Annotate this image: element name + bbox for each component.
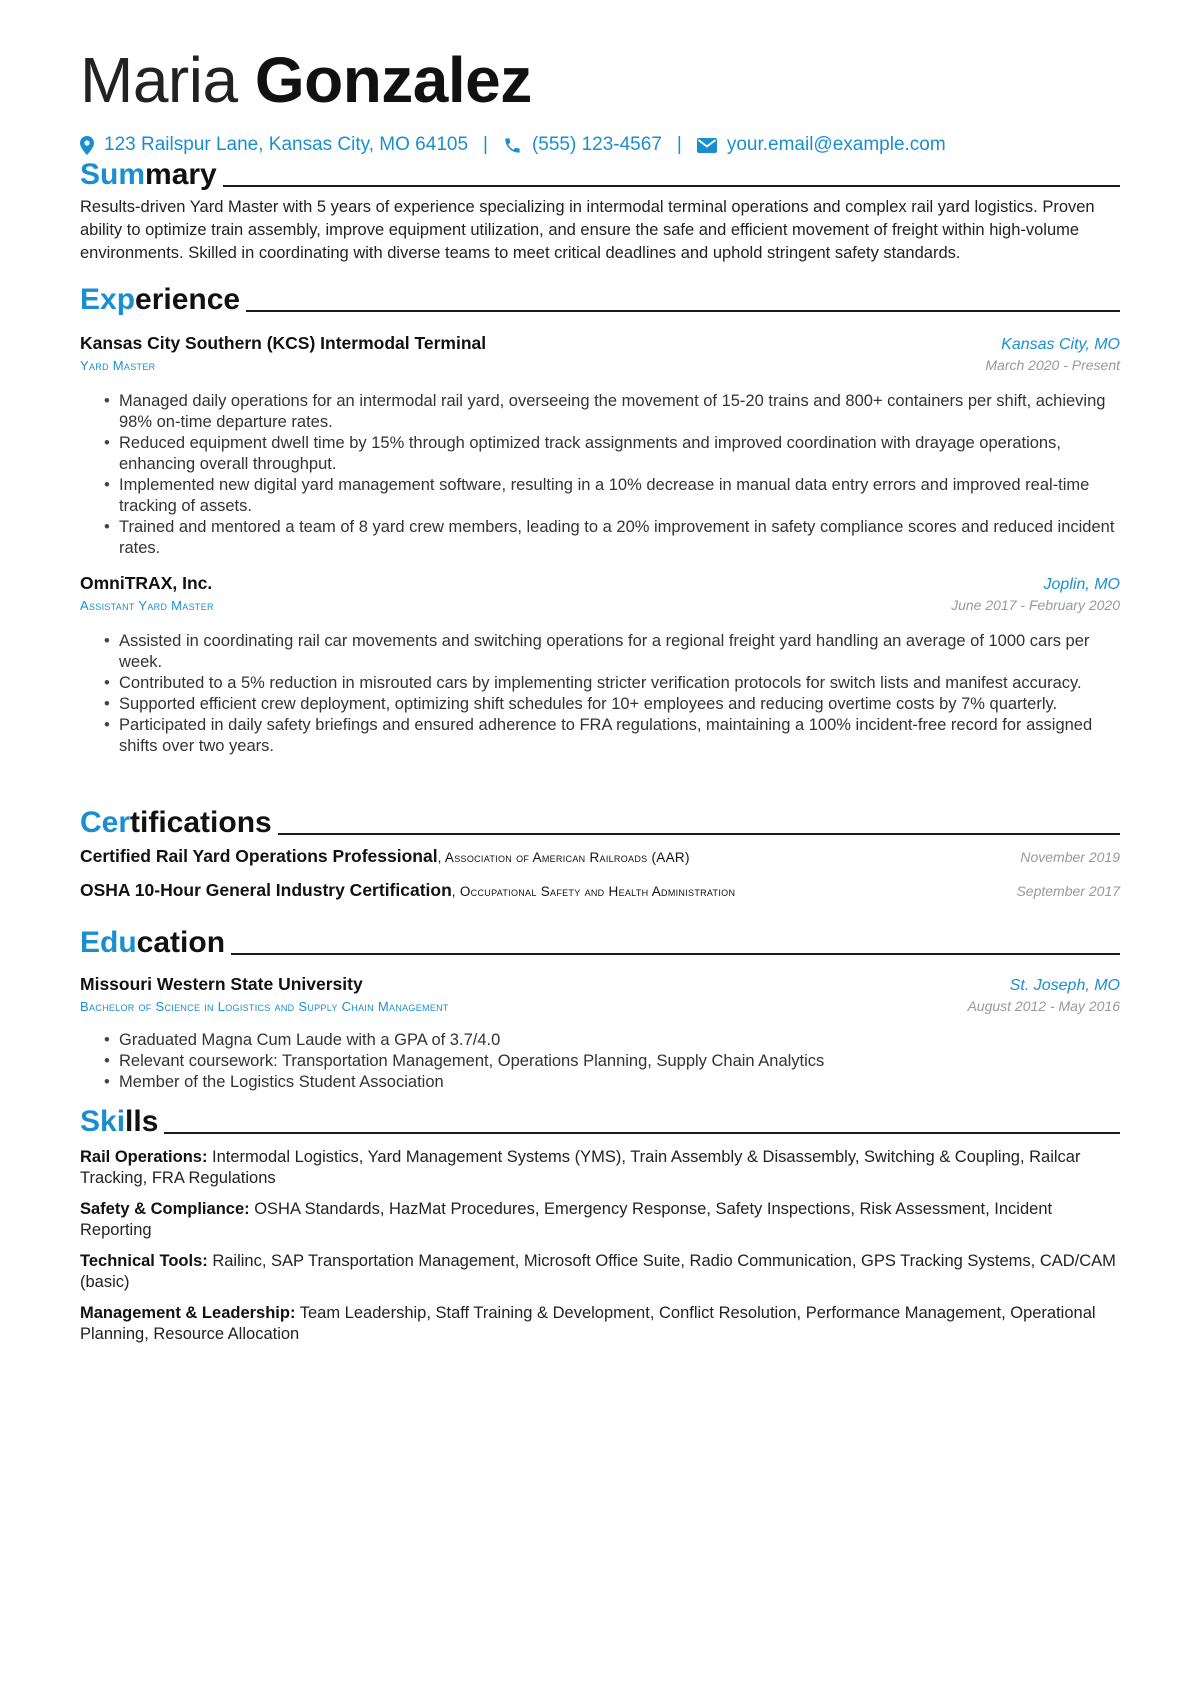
contact-separator: | [483, 134, 488, 155]
job-role: Assistant Yard Master [80, 598, 214, 613]
list-item: • Supported efficient crew deployment, optimizing shift schedules for 10+ employees and reducing overtime costs by 7% quarterly. [104, 694, 1120, 715]
job-location: Joplin, MO [1043, 576, 1120, 593]
job-location: Kansas City, MO [1001, 336, 1120, 353]
job-organization: OmniTRAX, Inc. [80, 573, 213, 593]
envelope-icon [697, 138, 717, 153]
list-item: • Reduced equipment dwell time by 15% through optimized track assignments and improved coordination with drayage operations, enhancing overall throughput. [104, 433, 1120, 475]
skill-group [80, 1199, 1120, 1241]
job-dates: June 2017 - February 2020 [951, 597, 1120, 613]
skill-label: Technical Tools: [80, 1252, 208, 1270]
section-heading [80, 1103, 1120, 1139]
last-name: Gonzalez [254, 44, 532, 116]
job-role: Yard Master [80, 358, 156, 373]
list-item: • Member of the Logistics Student Association [104, 1072, 1120, 1093]
candidate-name [80, 42, 532, 118]
list-item: • Participated in daily safety briefings and ensured adherence to FRA regulations, maintaining a 100% incident-free record for assigned shifts over two years. [104, 715, 1120, 757]
education-dates: August 2012 - May 2016 [967, 998, 1120, 1014]
job-bullets [104, 391, 1120, 559]
contact-line [80, 134, 946, 156]
skill-group [80, 1251, 1120, 1293]
list-item: • Trained and mentored a team of 8 yard crew members, leading to a 20% improvement in safety compliance scores and reduced incident rates. [104, 517, 1120, 559]
section-rule [231, 953, 1120, 955]
skill-label: Management & Leadership: [80, 1304, 296, 1322]
contact-separator: | [676, 134, 682, 155]
school-name: Missouri Western State University [80, 974, 363, 994]
certification-issuer: , Association of American Railroads (AAR) [437, 850, 690, 865]
summary-section [80, 156, 1120, 265]
certification-item [80, 846, 1120, 880]
job-organization: Kansas City Southern (KCS) Intermodal Terminal [80, 333, 487, 353]
skills-section [80, 1103, 1120, 1355]
certifications-section [80, 804, 1120, 914]
phone-item[interactable] [503, 134, 662, 156]
list-item: • Graduated Magna Cum Laude with a GPA of 3.7/4.0 [104, 1030, 1120, 1051]
section-heading [80, 156, 1120, 192]
section-rule [223, 185, 1120, 187]
email-item[interactable] [697, 134, 946, 156]
certification-date: September 2017 [1016, 883, 1120, 899]
section-rule [278, 833, 1120, 835]
skill-label: Rail Operations: [80, 1148, 208, 1166]
section-title: Education [80, 926, 226, 959]
section-heading [80, 281, 1120, 317]
degree: Bachelor of Science in Logistics and Supply Chain Management [80, 999, 449, 1014]
summary-text: Results-driven Yard Master with 5 years of experience specializing in intermodal terminal operations and complex rail yard logistics. Proven ability to optimize train assembly, improve equipment utilization, and ensure the safe and efficient movement of freight within high-volume environments. Skilled in coordinating with diverse teams to meet critical deadlines and uphold stringent safety standards. [80, 198, 1095, 262]
section-title: Certifications [80, 806, 272, 839]
phone-text: (555) 123-4567 [531, 134, 662, 155]
experience-section [80, 281, 1120, 757]
certification-date: November 2019 [1020, 849, 1120, 865]
skill-label: Safety & Compliance: [80, 1200, 250, 1218]
education-bullets [104, 1030, 1120, 1093]
section-title: Summary [80, 158, 217, 191]
section-heading [80, 924, 1120, 960]
job-entry [80, 333, 1120, 559]
certification-issuer: , Occupational Safety and Health Administration [451, 884, 736, 899]
section-heading [80, 804, 1120, 840]
address-item [80, 134, 468, 156]
skill-list: Team Leadership, Staff Training & Development, Conflict Resolution, Performance Management, Operational Planning, Resource Allocation [80, 1304, 1096, 1343]
skill-list: Railinc, SAP Transportation Management, Microsoft Office Suite, Radio Communication, GPS Tracking Systems, CAD/CAM (basic) [80, 1252, 1116, 1291]
first-name: Maria [80, 44, 238, 116]
skill-group [80, 1303, 1120, 1345]
list-item: • Contributed to a 5% reduction in misrouted cars by implementing stricter verification protocols for switch lists and manifest accuracy. [104, 673, 1120, 694]
section-title: Skills [80, 1105, 159, 1138]
job-bullets [104, 631, 1120, 757]
education-entry [80, 974, 1120, 1093]
section-title: Experience [80, 283, 241, 316]
skill-group [80, 1147, 1120, 1189]
list-item: • Implemented new digital yard management software, resulting in a 10% decrease in manual data entry errors and improved real-time tracking of assets. [104, 475, 1120, 517]
email-text: your.email@example.com [726, 134, 946, 155]
skill-list: Intermodal Logistics, Yard Management Systems (YMS), Train Assembly & Disassembly, Switching & Coupling, Railcar Tracking, FRA Regulations [80, 1148, 1081, 1187]
job-entry [80, 573, 1120, 757]
list-item: • Relevant coursework: Transportation Management, Operations Planning, Supply Chain Analytics [104, 1051, 1120, 1072]
certification-item [80, 880, 1120, 914]
school-location: St. Joseph, MO [1009, 977, 1120, 994]
list-item: • Assisted in coordinating rail car movements and switching operations for a regional freight yard handling an average of 1000 cars per week. [104, 631, 1120, 673]
section-rule [246, 310, 1120, 312]
certification-name: Certified Rail Yard Operations Professional [80, 846, 438, 866]
education-section [80, 924, 1120, 1093]
phone-icon [503, 136, 522, 155]
skill-list: OSHA Standards, HazMat Procedures, Emergency Response, Safety Inspections, Risk Assessment, Incident Reporting [80, 1200, 1053, 1239]
section-rule [164, 1132, 1120, 1134]
job-dates: March 2020 - Present [985, 357, 1120, 373]
certification-name: OSHA 10-Hour General Industry Certification [80, 880, 452, 900]
address-text: 123 Railspur Lane, Kansas City, MO 64105 [104, 134, 469, 155]
map-marker-icon [80, 136, 94, 155]
list-item: • Managed daily operations for an intermodal rail yard, overseeing the movement of 15-20 trains and 800+ containers per shift, achieving 98% on-time departure rates. [104, 391, 1120, 433]
